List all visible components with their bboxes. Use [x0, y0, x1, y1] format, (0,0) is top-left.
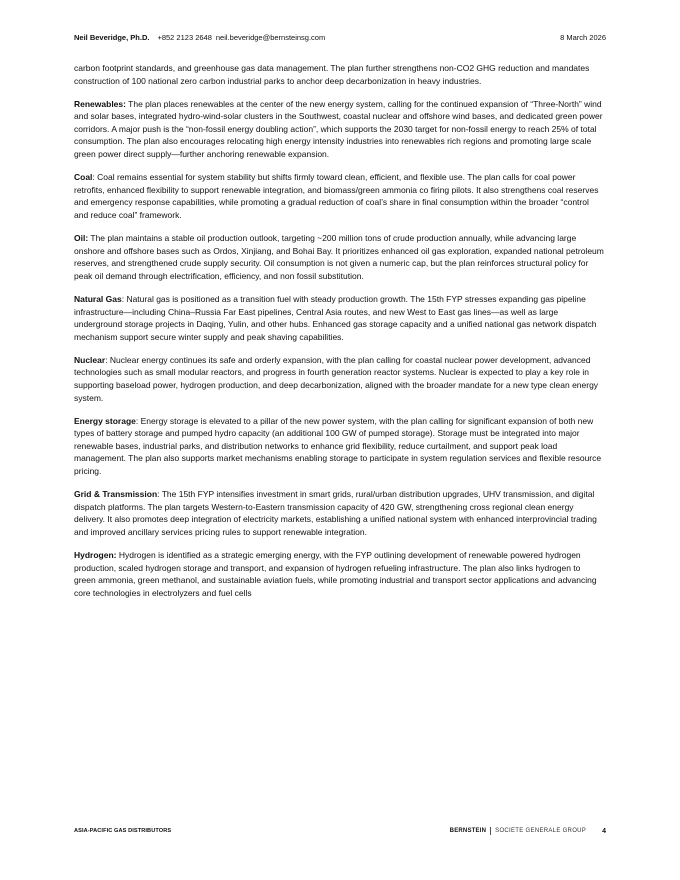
- section-coal: [74, 171, 604, 221]
- report-title: ASIA-PACIFIC GAS DISTRIBUTORS: [74, 828, 172, 834]
- section-energy-storage: [74, 415, 604, 478]
- author-contact: [74, 33, 325, 42]
- section-oil: [74, 232, 604, 282]
- page-footer: [74, 828, 606, 840]
- section-title: Oil:: [74, 233, 89, 244]
- section-body: Hydrogen is identified as a strategic emerging energy, with the FYP outlining development of renewable powered hydrogen production, scaled hydrogen storage and transport, and expansion of hydrogen refueling infrastructure. The plan also links hydrogen to green ammonia, green methanol, and sustainable aviation fuels, while promoting industrial and transport sector applications and advancing core technologies in electrolyzers and fuel cells: [74, 550, 597, 598]
- section-body: The plan maintains a stable oil production outlook, targeting ~200 million tons of crude production annually, while advancing large onshore and offshore bases such as Ordos, Xinjiang, and Bohai Bay. It prioritizes enhanced oil gas exploration, expanded national petroleum reserves, and strengthened crude supply security. Oil consumption is not given a numeric cap, but the plan reinforces structural policy for peak oil demand through electrification, efficiency, and non fossil substitution.: [74, 233, 604, 281]
- section-title: Coal: [74, 172, 93, 183]
- section-title: Nuclear: [74, 354, 106, 365]
- report-date: 8 March 2026: [560, 33, 606, 42]
- section-title: Hydrogen:: [74, 550, 117, 560]
- section-body: : The 15th FYP intensifies investment in smart grids, rural/urban distribution upgrades, UHV transmission, and digital dispatch platforms. The plan targets Western-to-Eastern transmission capacity of 420 GW, strengthening cross regional clean energy delivery. It also promotes deep integration of electricity markets, establishing a unified national system with enhanced interprovincial trading and improved ancillary services pricing rules to support renewable integration.: [74, 489, 597, 537]
- section-title: Natural Gas: [74, 293, 122, 304]
- section-grid-transmission: [74, 488, 604, 538]
- section-nuclear: [74, 354, 604, 404]
- brand-divider: [490, 827, 491, 835]
- report-body: [74, 62, 604, 610]
- author-name: Neil Beveridge, Ph.D.: [74, 33, 150, 42]
- section-body: : Coal remains essential for system stability but shifts firmly toward clean, efficient, and flexible use. The plan calls for coal power retrofits, enhanced flexibility to support renewable integration, and biomass/green ammonia co firing pilots. It also strengthens coal reserves and emergency response capabilities, while promoting a gradual reduction of coal’s share in final consumption within the broader “control and reduce coal” framework.: [74, 172, 599, 220]
- author-email[interactable]: neil.beveridge@bernsteinsg.com: [215, 33, 326, 42]
- section-title: Grid & Transmission: [74, 489, 158, 500]
- author-phone[interactable]: +852 2123 2648: [157, 33, 212, 42]
- page-header: [74, 33, 606, 47]
- section-natural-gas: [74, 293, 604, 343]
- page-number: 4: [602, 827, 606, 835]
- brand-group: SOCIETE GENERALE GROUP: [495, 828, 587, 834]
- section-body: : Energy storage is elevated to a pillar of the new power system, with the plan calling for significant expansion of both new types of battery storage and pumped hydro capacity (an additional 100 GW of pumped storage). Storage must be integrated into major renewable bases, industrial parks, and distribution networks to enhance grid flexibility, reduce curtailment, and support peak load management. The plan also supports market mechanisms enabling storage to participate in system regulation services and flexible resource pricing.: [74, 415, 602, 477]
- section-body: : Natural gas is positioned as a transition fuel with steady production growth. The 15th FYP stresses expanding gas pipeline infrastructure—including China–Russia Far East pipelines, Central Asia routes, and new West to East gas lines—as well as large underground storage projects in Daqing, Yulin, and other hubs. Enhanced gas storage capacity and a unified national gas network dispatch mechanism support secure winter supply and peak shaving capabilities.: [74, 293, 597, 342]
- section-hydrogen: [74, 549, 604, 599]
- section-title: Energy storage: [74, 415, 136, 426]
- intro-paragraph: carbon footprint standards, and greenhouse gas data management. The plan further strengthens non-CO2 GHG reduction and mandates construction of 100 national zero carbon industrial parks to anchor deep decarbonization in heavy industries.: [74, 63, 590, 86]
- section-body: The plan places renewables at the center of the new energy system, calling for the continued expansion of “Three-North” wind and solar bases, integrated hydro-wind-solar clusters in the Southwest, coastal nuclear and offshore wind bases, and dedicated green power corridors. A major push is the “non-fossil energy doubling action”, which supports the 2030 target for non-fossil energy to reach 25% of total consumption. The plan also encourages relocating high energy intensity industries into renewables rich regions and promoting large scale green power direct supply—further anchoring renewable expansion.: [74, 98, 603, 160]
- section-renewables: [74, 98, 604, 161]
- section-title: Renewables:: [74, 98, 126, 109]
- section-body: : Nuclear energy continues its safe and orderly expansion, with the plan calling for coastal nuclear power development, advanced technologies such as small modular reactors, and progress in fourth generation reactor systems. Nuclear is expected to play a key role in supporting baseload power, hydrogen production, and deep decarbonization, aligned with the broader mandate for a new type clean energy system.: [74, 354, 599, 403]
- footer-brand: [450, 827, 606, 835]
- brand-logo: BERNSTEIN: [449, 828, 487, 834]
